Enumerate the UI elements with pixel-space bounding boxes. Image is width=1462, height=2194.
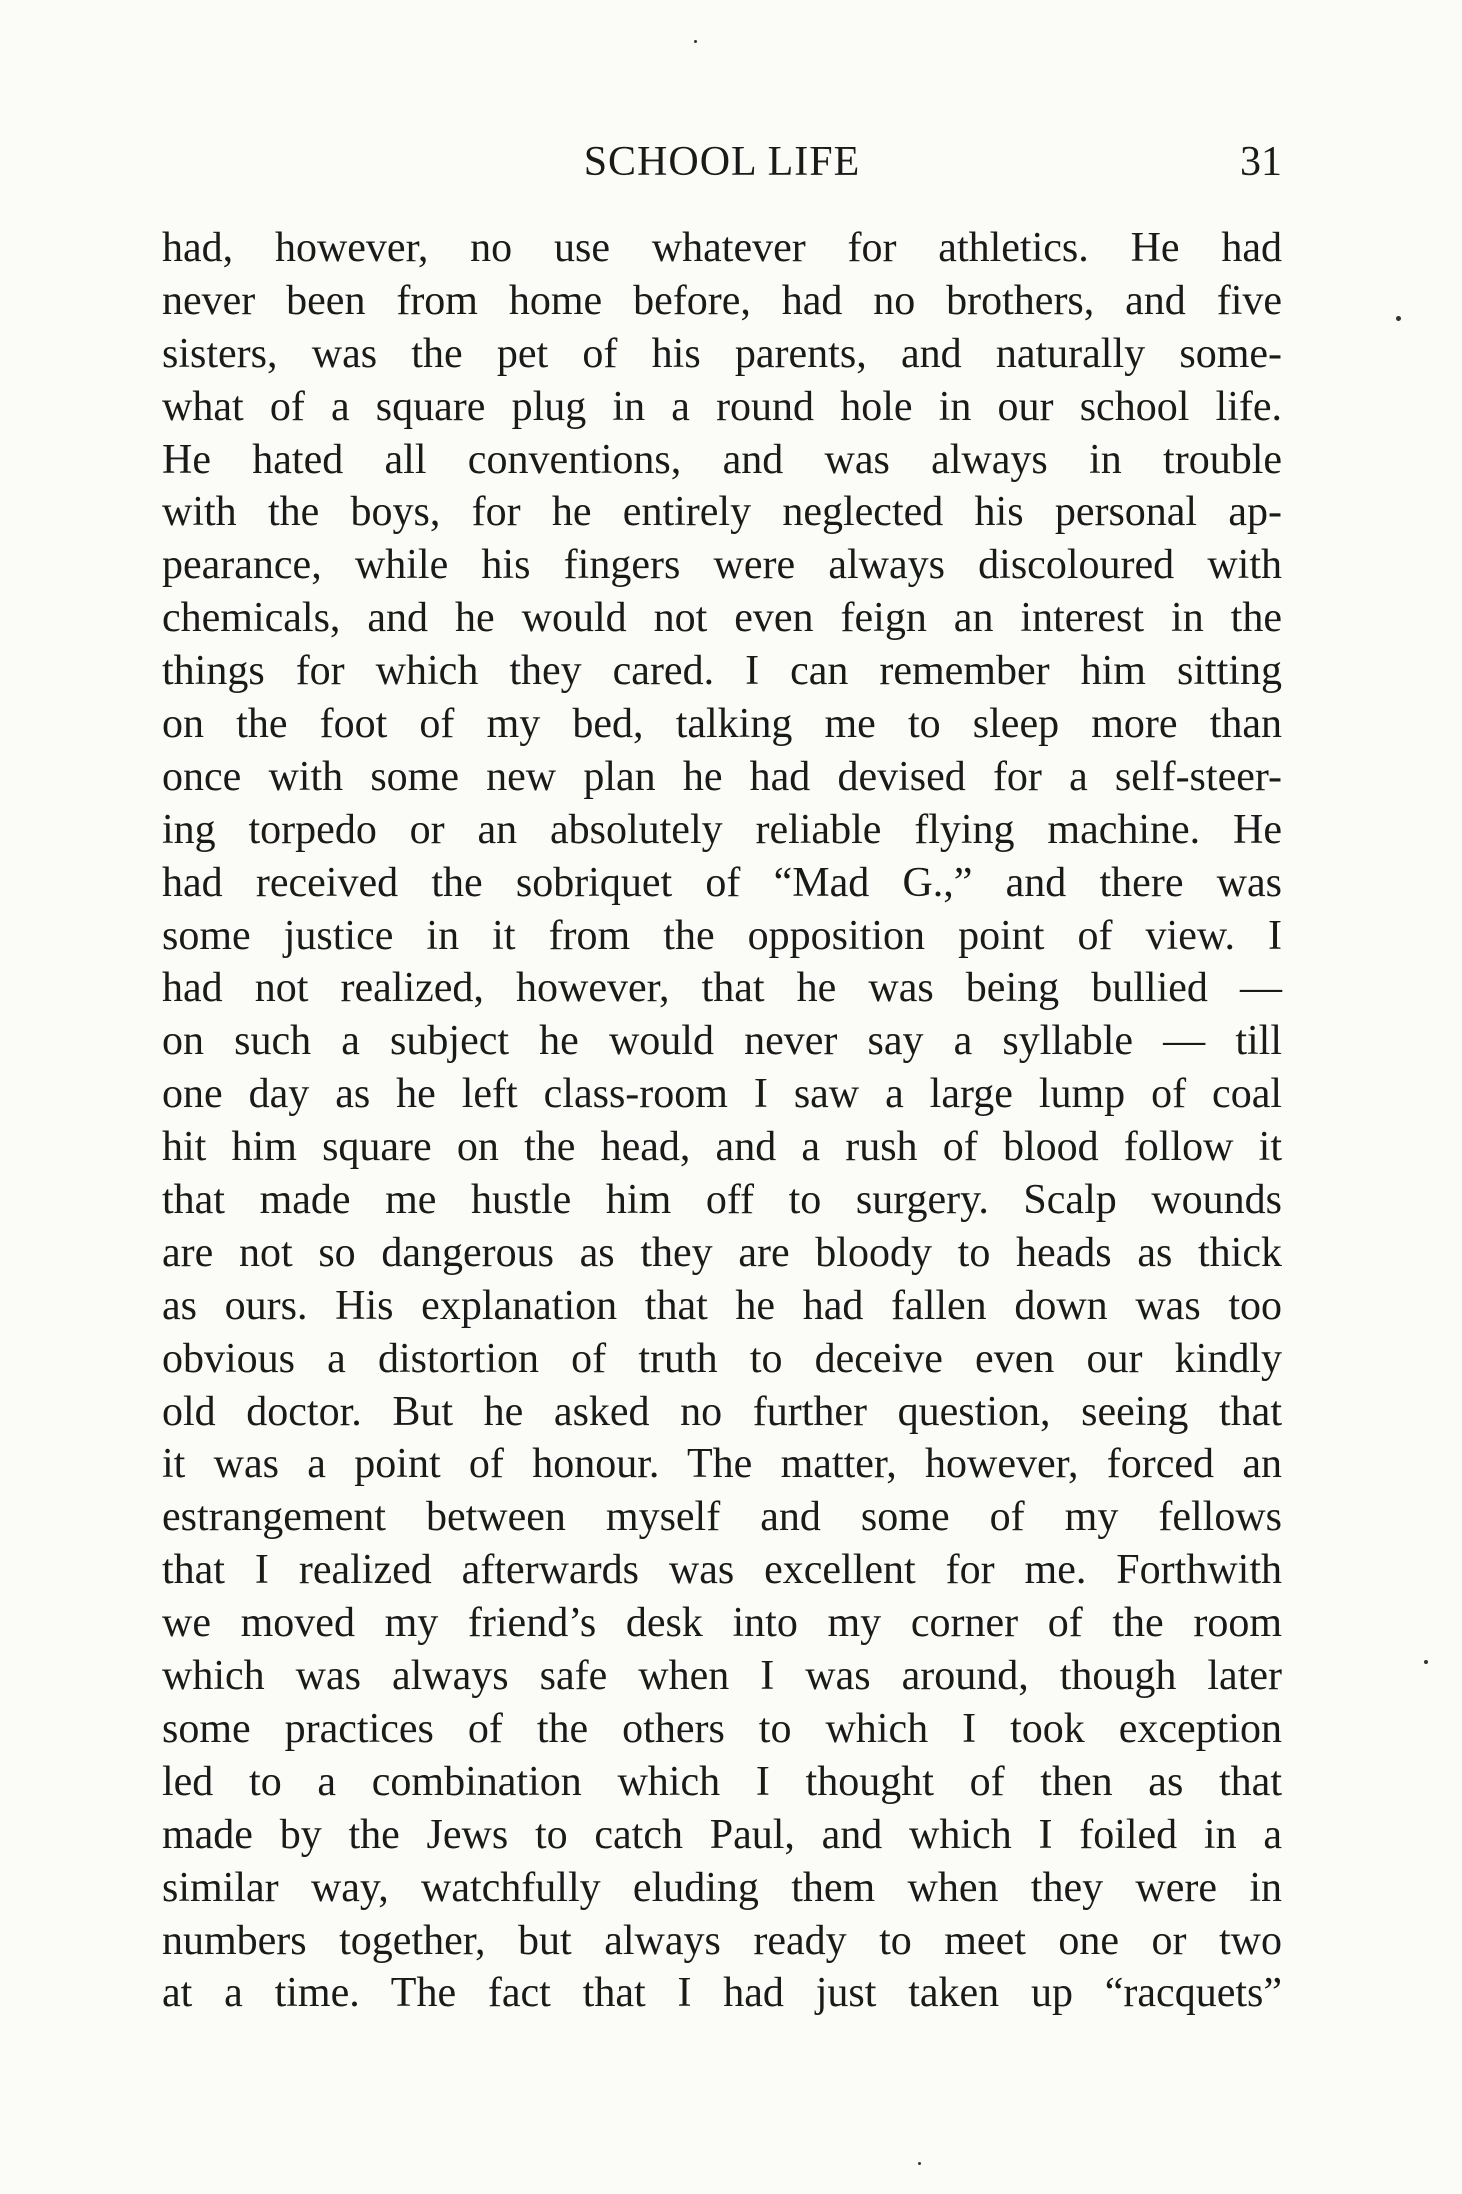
text-line: He hated all conventions, and was always in trouble: [162, 436, 1282, 483]
text-line: had not realized, however, that he was being bullied —: [162, 965, 1282, 1012]
text-line: obvious a distortion of truth to deceive even our kindly: [162, 1335, 1282, 1382]
text-line: sisters, was the pet of his parents, and naturally some-: [162, 330, 1282, 377]
paper-speck: [1424, 1660, 1428, 1664]
text-line: had, however, no use whatever for athletics. He had: [162, 225, 1282, 271]
paper-speck: [1396, 316, 1401, 321]
text-line: never been from home before, had no brothers, and five: [162, 277, 1282, 324]
text-line: led to a combination which I thought of then as that: [162, 1758, 1282, 1805]
text-line: we moved my friend’s desk into my corner of the room: [162, 1600, 1282, 1647]
text-line: made by the Jews to catch Paul, and which I foiled in a: [162, 1811, 1282, 1858]
text-line: what of a square plug in a round hole in our school life.: [162, 383, 1282, 430]
text-line: it was a point of honour. The matter, however, forced an: [162, 1441, 1282, 1488]
text-line: hit him square on the head, and a rush of blood follow it: [162, 1124, 1282, 1171]
text-line: with the boys, for he entirely neglected his personal ap-: [162, 489, 1282, 536]
text-line: on the foot of my bed, talking me to sleep more than: [162, 701, 1282, 748]
text-line: one day as he left class-room I saw a large lump of coal: [162, 1071, 1282, 1118]
text-line: once with some new plan he had devised for a self-steer-: [162, 753, 1282, 800]
text-line: as ours. His explanation that he had fallen down was too: [162, 1282, 1282, 1329]
paper-speck: [694, 40, 697, 43]
text-line: ing torpedo or an absolutely reliable flying machine. He: [162, 806, 1282, 853]
text-line: that made me hustle him off to surgery. Scalp wounds: [162, 1177, 1282, 1224]
paper-speck: [918, 2162, 921, 2165]
text-line: on such a subject he would never say a syllable — till: [162, 1018, 1282, 1065]
page-number: 31: [1240, 139, 1282, 185]
text-line: similar way, watchfully eluding them when they were in: [162, 1864, 1282, 1911]
body-text: [162, 222, 1282, 2020]
text-line: at a time. The fact that I had just taken up “racquets”: [162, 1970, 1282, 2017]
text-line: chemicals, and he would not even feign an interest in the: [162, 595, 1282, 642]
text-line: had received the sobriquet of “Mad G.,” and there was: [162, 859, 1282, 906]
text-line: some practices of the others to which I took exception: [162, 1705, 1282, 1752]
text-line: some justice in it from the opposition point of view. I: [162, 912, 1282, 959]
text-line: old doctor. But he asked no further question, seeing that: [162, 1388, 1282, 1435]
text-line: are not so dangerous as they are bloody to heads as thick: [162, 1229, 1282, 1276]
text-line: things for which they cared. I can remember him sitting: [162, 648, 1282, 695]
text-line: that I realized afterwards was excellent for me. Forthwith: [162, 1547, 1282, 1594]
page-header: [162, 138, 1282, 198]
text-line: pearance, while his fingers were always discoloured with: [162, 542, 1282, 589]
text-line: numbers together, but always ready to meet one or two: [162, 1917, 1282, 1964]
running-head: SCHOOL LIFE: [583, 139, 861, 185]
text-line: which was always safe when I was around, though later: [162, 1653, 1282, 1700]
text-line: estrangement between myself and some of my fellows: [162, 1494, 1282, 1541]
